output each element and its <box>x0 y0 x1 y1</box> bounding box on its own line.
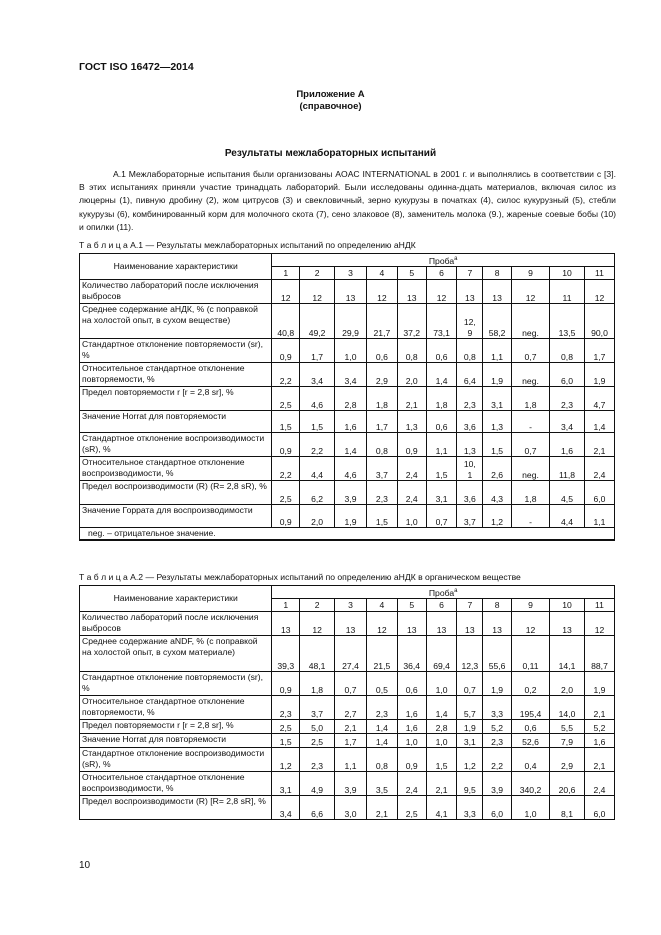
cell-value: 1,1 <box>585 505 615 528</box>
cell-value: 2,7 <box>335 696 367 720</box>
cell-value: 3,4 <box>300 363 335 387</box>
cell-value: 12 <box>300 612 335 636</box>
cell-value: 21,7 <box>366 304 397 339</box>
cell-value: 2,8 <box>426 720 457 734</box>
cell-value: 3,4 <box>335 363 367 387</box>
cell-value: 58,2 <box>483 304 512 339</box>
sample-number: 10 <box>550 267 585 280</box>
cell-value: 73,1 <box>426 304 457 339</box>
table-row <box>80 696 615 720</box>
cell-value: 55,6 <box>483 636 512 672</box>
cell-value: 1,5 <box>300 411 335 433</box>
cell-value: 1,8 <box>300 672 335 696</box>
cell-value: 1,1 <box>426 433 457 457</box>
header-row <box>80 254 615 267</box>
cell-value: 1,8 <box>366 387 397 411</box>
row-name: Количество лабораторий после исключения выбросов <box>80 280 272 304</box>
table-footnote: neg. – отрицательное значение. <box>80 528 615 540</box>
cell-value: neg. <box>511 304 549 339</box>
cell-value: 11 <box>550 280 585 304</box>
cell-value: 3,9 <box>335 481 367 505</box>
table-row <box>80 411 615 433</box>
cell-value: 5,0 <box>300 720 335 734</box>
cell-value: 2,4 <box>585 457 615 481</box>
cell-value: 4,1 <box>426 796 457 820</box>
cell-value: 0,7 <box>511 433 549 457</box>
cell-value: 0,9 <box>397 433 426 457</box>
cell-value: 1,5 <box>426 457 457 481</box>
row-name: Предел повторяемости r [r = 2,8 sr], % <box>80 720 272 734</box>
cell-value: 3,6 <box>457 411 483 433</box>
table1-caption: Т а б л и ц а А.1 — Результаты межлабораторных испытаний по определению аНДК <box>79 240 416 250</box>
cell-value: 2,1 <box>335 720 367 734</box>
cell-value: 195,4 <box>511 696 549 720</box>
name-header: Наименование характеристики <box>80 586 272 612</box>
cell-value: 0,7 <box>511 339 549 363</box>
cell-value: 2,1 <box>426 772 457 796</box>
cell-value: 5,5 <box>550 720 585 734</box>
cell-value: 12 <box>366 280 397 304</box>
cell-value: 1,9 <box>483 672 512 696</box>
cell-value: 1,7 <box>585 339 615 363</box>
page-title: Результаты межлабораторных испытаний <box>224 148 437 159</box>
sample-number: 9 <box>511 599 549 612</box>
row-name: Предел повторяемости r [r = 2,8 sr], % <box>80 387 272 411</box>
cell-value: 48,1 <box>300 636 335 672</box>
cell-value: 1,9 <box>457 720 483 734</box>
cell-value: 39,3 <box>272 636 300 672</box>
sample-header <box>272 586 615 599</box>
table-row <box>80 720 615 734</box>
cell-value: 1,5 <box>272 411 300 433</box>
cell-value: 2,9 <box>550 748 585 772</box>
sample-number: 10 <box>550 599 585 612</box>
cell-value: 2,1 <box>585 696 615 720</box>
cell-value: neg. <box>511 363 549 387</box>
cell-value: 0,9 <box>272 505 300 528</box>
cell-value: 0,8 <box>366 433 397 457</box>
sample-footnote-mark: a <box>454 256 458 262</box>
cell-value: 1,6 <box>397 720 426 734</box>
cell-value: 1,4 <box>335 433 367 457</box>
sample-number: 1 <box>272 599 300 612</box>
cell-value: neg. <box>511 457 549 481</box>
cell-value: 3,3 <box>457 796 483 820</box>
sample-number: 3 <box>335 599 367 612</box>
cell-value: 3,7 <box>457 505 483 528</box>
cell-value: 0,8 <box>457 339 483 363</box>
cell-value: 13 <box>397 280 426 304</box>
cell-value: 27,4 <box>335 636 367 672</box>
cell-value: 1,6 <box>397 696 426 720</box>
sample-header <box>272 254 615 267</box>
cell-value: 14,0 <box>550 696 585 720</box>
cell-value: 2,6 <box>483 457 512 481</box>
cell-value: 0,8 <box>366 748 397 772</box>
cell-value: 0,6 <box>511 720 549 734</box>
cell-value: 3,1 <box>457 734 483 748</box>
sample-number: 7 <box>457 599 483 612</box>
cell-value: 2,1 <box>585 433 615 457</box>
cell-value: 1,9 <box>335 505 367 528</box>
row-name: Значение Horrat для повторяемости <box>80 734 272 748</box>
cell-value: - <box>511 411 549 433</box>
sample-number: 1 <box>272 267 300 280</box>
cell-value: 13 <box>483 612 512 636</box>
cell-value: 29,9 <box>335 304 367 339</box>
sample-number: 11 <box>585 599 615 612</box>
sample-number: 4 <box>366 267 397 280</box>
cell-value: 2,4 <box>585 772 615 796</box>
cell-value: 1,4 <box>426 363 457 387</box>
cell-value: 1,4 <box>426 696 457 720</box>
cell-value: 4,7 <box>585 387 615 411</box>
cell-value: 13 <box>397 612 426 636</box>
cell-value: 1,2 <box>272 748 300 772</box>
table-row <box>80 339 615 363</box>
row-name: Количество лабораторий после исключения выбросов <box>80 612 272 636</box>
table-row <box>80 672 615 696</box>
cell-value: 0,7 <box>335 672 367 696</box>
cell-value: 12 <box>366 612 397 636</box>
cell-value: 0,9 <box>272 339 300 363</box>
sample-number: 4 <box>366 599 397 612</box>
cell-value: 2,3 <box>550 387 585 411</box>
cell-value: 4,3 <box>483 481 512 505</box>
table-row <box>80 481 615 505</box>
cell-value: 13 <box>272 612 300 636</box>
cell-value: 2,3 <box>272 696 300 720</box>
cell-value: 3,1 <box>483 387 512 411</box>
cell-value: 4,5 <box>550 481 585 505</box>
cell-value: 2,2 <box>272 363 300 387</box>
cell-value: 1,4 <box>585 411 615 433</box>
cell-value: 1,0 <box>511 796 549 820</box>
cell-value: 2,3 <box>483 734 512 748</box>
cell-value: 2,0 <box>397 363 426 387</box>
cell-value: 13 <box>550 612 585 636</box>
sample-number: 2 <box>300 267 335 280</box>
cell-value: 12,3 <box>457 636 483 672</box>
table1 <box>79 253 615 541</box>
cell-value: 0,9 <box>272 672 300 696</box>
cell-value: 3,9 <box>335 772 367 796</box>
cell-value: 0,2 <box>511 672 549 696</box>
cell-value: 12 <box>426 280 457 304</box>
sample-footnote-mark: a <box>454 588 458 594</box>
cell-value: 0,9 <box>397 748 426 772</box>
cell-value: 3,4 <box>272 796 300 820</box>
cell-value: 1,0 <box>426 734 457 748</box>
cell-value: 20,6 <box>550 772 585 796</box>
annex-title: Приложение А <box>296 89 365 100</box>
cell-value: 2,5 <box>272 720 300 734</box>
cell-value: 0,4 <box>511 748 549 772</box>
row-name: Стандартное отклонение повторяемости (sr), % <box>80 339 272 363</box>
row-name: Относительное стандартное отклонение воспроизводимости, % <box>80 457 272 481</box>
row-name: Относительное стандартное отклонение повторяемости, % <box>80 696 272 720</box>
annex-subtitle: (справочное) <box>299 101 362 112</box>
table-row <box>80 505 615 528</box>
cell-value: 0,7 <box>426 505 457 528</box>
cell-value: 6,0 <box>483 796 512 820</box>
cell-value: 13 <box>426 612 457 636</box>
table2-caption: Т а б л и ц а А.2 — Результаты межлабораторных испытаний по определению аНДК в органическом веществе <box>79 572 521 582</box>
cell-value: 1,2 <box>483 505 512 528</box>
cell-value: 12 <box>272 280 300 304</box>
cell-value: 1,7 <box>366 411 397 433</box>
table-row <box>80 363 615 387</box>
cell-value: 2,1 <box>397 387 426 411</box>
cell-value: 1,7 <box>335 734 367 748</box>
cell-value: 1,9 <box>585 672 615 696</box>
cell-value: 3,4 <box>550 411 585 433</box>
cell-value: 0,6 <box>366 339 397 363</box>
row-name: Относительное стандартное отклонение воспроизводимости, % <box>80 772 272 796</box>
cell-value: 0,7 <box>457 672 483 696</box>
cell-value: 40,8 <box>272 304 300 339</box>
cell-value: 49,2 <box>300 304 335 339</box>
footnote-row <box>80 528 615 540</box>
cell-value: 12 <box>300 280 335 304</box>
table-row <box>80 734 615 748</box>
cell-value: 13 <box>335 612 367 636</box>
cell-value: 12 <box>511 612 549 636</box>
cell-value: 37,2 <box>397 304 426 339</box>
cell-value: 1,3 <box>397 411 426 433</box>
cell-value: 12 <box>585 612 615 636</box>
cell-value: 1,6 <box>335 411 367 433</box>
cell-value: 3,5 <box>366 772 397 796</box>
table-row <box>80 748 615 772</box>
table-row <box>80 796 615 820</box>
cell-value: 3,1 <box>426 481 457 505</box>
cell-value: 4,9 <box>300 772 335 796</box>
cell-value: 7,9 <box>550 734 585 748</box>
cell-value: 2,3 <box>366 696 397 720</box>
row-name: Предел воспроизводимости (R) [R= 2,8 sR], % <box>80 796 272 820</box>
cell-value: 1,8 <box>511 387 549 411</box>
table-row <box>80 280 615 304</box>
header-row <box>80 586 615 599</box>
cell-value: 6,0 <box>585 481 615 505</box>
cell-value: 2,5 <box>272 387 300 411</box>
cell-value: 2,4 <box>397 772 426 796</box>
cell-value: 1,0 <box>397 734 426 748</box>
cell-value: 3,9 <box>483 772 512 796</box>
cell-value: 3,3 <box>483 696 512 720</box>
sample-number: 6 <box>426 267 457 280</box>
cell-value: 12 <box>585 280 615 304</box>
sample-number: 5 <box>397 267 426 280</box>
cell-value: 3,1 <box>272 772 300 796</box>
cell-value: 1,4 <box>366 734 397 748</box>
cell-value: 0,11 <box>511 636 549 672</box>
cell-value: 1,7 <box>300 339 335 363</box>
table-row <box>80 457 615 481</box>
cell-value: 1,0 <box>335 339 367 363</box>
cell-value: 21,5 <box>366 636 397 672</box>
cell-value: 11,8 <box>550 457 585 481</box>
cell-value: 9,5 <box>457 772 483 796</box>
cell-value: 12, 9 <box>457 304 483 339</box>
cell-value: 2,2 <box>483 748 512 772</box>
row-name: Стандартное отклонение воспроизводимости (sR), % <box>80 433 272 457</box>
cell-value: 1,8 <box>511 481 549 505</box>
page-number: 10 <box>79 860 91 871</box>
table-row <box>80 612 615 636</box>
cell-value: 1,5 <box>483 433 512 457</box>
table-row <box>80 387 615 411</box>
cell-value: 4,4 <box>550 505 585 528</box>
cell-value: 12 <box>511 280 549 304</box>
table-row <box>80 433 615 457</box>
sample-number: 3 <box>335 267 367 280</box>
row-name: Относительное стандартное отклонение повторяемости, % <box>80 363 272 387</box>
table-row <box>80 304 615 339</box>
cell-value: 4,6 <box>300 387 335 411</box>
cell-value: 88,7 <box>585 636 615 672</box>
cell-value: 0,6 <box>426 411 457 433</box>
cell-value: 2,1 <box>366 796 397 820</box>
row-name: Стандартное отклонение повторяемости (sr), % <box>80 672 272 696</box>
cell-value: 3,6 <box>457 481 483 505</box>
cell-value: 1,0 <box>397 505 426 528</box>
cell-value: 0,5 <box>366 672 397 696</box>
cell-value: 2,3 <box>300 748 335 772</box>
name-header: Наименование характеристики <box>80 254 272 280</box>
cell-value: 8,1 <box>550 796 585 820</box>
cell-value: 90,0 <box>585 304 615 339</box>
row-name: Среднее содержание аНДК, % (с поправкой на холостой опыт, в сухом веществе) <box>80 304 272 339</box>
cell-value: 1,3 <box>483 411 512 433</box>
table-row <box>80 636 615 672</box>
cell-value: 6,0 <box>585 796 615 820</box>
cell-value: 2,2 <box>300 433 335 457</box>
cell-value: 4,6 <box>335 457 367 481</box>
cell-value: 6,0 <box>550 363 585 387</box>
cell-value: 0,9 <box>272 433 300 457</box>
cell-value: 36,4 <box>397 636 426 672</box>
cell-value: 1,9 <box>585 363 615 387</box>
cell-value: 14,1 <box>550 636 585 672</box>
sample-header-label: Проба <box>428 587 455 598</box>
cell-value: - <box>511 505 549 528</box>
row-name: Стандартное отклонение воспроизводимости (sR), % <box>80 748 272 772</box>
cell-value: 3,7 <box>300 696 335 720</box>
cell-value: 2,8 <box>335 387 367 411</box>
cell-value: 13 <box>457 612 483 636</box>
cell-value: 1,3 <box>457 433 483 457</box>
cell-value: 3,7 <box>366 457 397 481</box>
cell-value: 2,9 <box>366 363 397 387</box>
cell-value: 1,5 <box>426 748 457 772</box>
cell-value: 1,6 <box>550 433 585 457</box>
cell-value: 340,2 <box>511 772 549 796</box>
cell-value: 2,0 <box>300 505 335 528</box>
cell-value: 2,3 <box>457 387 483 411</box>
cell-value: 13,5 <box>550 304 585 339</box>
intro-paragraph <box>79 168 616 234</box>
cell-value: 2,2 <box>272 457 300 481</box>
cell-value: 2,4 <box>397 481 426 505</box>
sample-number: 11 <box>585 267 615 280</box>
cell-value: 2,5 <box>272 481 300 505</box>
cell-value: 1,4 <box>366 720 397 734</box>
cell-value: 0,6 <box>397 672 426 696</box>
cell-value: 0,6 <box>426 339 457 363</box>
sample-number: 8 <box>483 267 512 280</box>
sample-number: 9 <box>511 267 549 280</box>
cell-value: 6,6 <box>300 796 335 820</box>
cell-value: 2,1 <box>585 748 615 772</box>
cell-value: 1,5 <box>366 505 397 528</box>
cell-value: 5,7 <box>457 696 483 720</box>
row-name: Предел воспроизводимости (R) (R= 2,8 sR), % <box>80 481 272 505</box>
cell-value: 1,2 <box>457 748 483 772</box>
cell-value: 13 <box>335 280 367 304</box>
cell-value: 1,5 <box>272 734 300 748</box>
table-row <box>80 772 615 796</box>
table2 <box>79 585 615 820</box>
cell-value: 1,0 <box>426 672 457 696</box>
cell-value: 2,0 <box>550 672 585 696</box>
cell-value: 13 <box>483 280 512 304</box>
paragraph-text: А.1 Межлабораторные испытания были организованы AOAC INTERNATIONAL в 2001 г. и выполнялись в соответствии с [3]. В этих испытаниях приняли участие тринадцать лабораторий. Были исследованы одинна-дцать материалов, включая силос из люцерны (1), пивную дробину (2), жом цитрусов (3) и свекловичный, зерно кукурузы в початках (4), силос кукурузный (5), стебли кукурузы (6), комбинированный корм для молочного скота (7), сено злаковое (8), заменитель молока (9.), жареные соевые бобы (10) и опилки (11). <box>79 169 616 232</box>
cell-value: 5,2 <box>585 720 615 734</box>
cell-value: 6,4 <box>457 363 483 387</box>
row-name: Значение Horrat для повторяемости <box>80 411 272 433</box>
cell-value: 13 <box>457 280 483 304</box>
sample-number: 6 <box>426 599 457 612</box>
row-name: Среднее содержание aNDF, % (с поправкой на холостой опыт, в сухом материале) <box>80 636 272 672</box>
cell-value: 2,3 <box>366 481 397 505</box>
cell-value: 6,2 <box>300 481 335 505</box>
cell-value: 2,5 <box>397 796 426 820</box>
cell-value: 10, 1 <box>457 457 483 481</box>
cell-value: 3,0 <box>335 796 367 820</box>
cell-value: 5,2 <box>483 720 512 734</box>
cell-value: 52,6 <box>511 734 549 748</box>
cell-value: 1,1 <box>335 748 367 772</box>
standard-header: ГОСТ ISO 16472—2014 <box>79 61 194 73</box>
sample-number: 7 <box>457 267 483 280</box>
cell-value: 1,8 <box>426 387 457 411</box>
cell-value: 1,6 <box>585 734 615 748</box>
sample-number: 8 <box>483 599 512 612</box>
row-name: Значение Горрата для воспроизводимости <box>80 505 272 528</box>
cell-value: 2,5 <box>300 734 335 748</box>
sample-header-label: Проба <box>428 255 455 266</box>
sample-number: 5 <box>397 599 426 612</box>
cell-value: 0,8 <box>397 339 426 363</box>
cell-value: 1,1 <box>483 339 512 363</box>
cell-value: 2,4 <box>397 457 426 481</box>
cell-value: 69,4 <box>426 636 457 672</box>
cell-value: 0,8 <box>550 339 585 363</box>
sample-number: 2 <box>300 599 335 612</box>
annex-heading <box>0 89 661 113</box>
cell-value: 4,4 <box>300 457 335 481</box>
cell-value: 1,9 <box>483 363 512 387</box>
